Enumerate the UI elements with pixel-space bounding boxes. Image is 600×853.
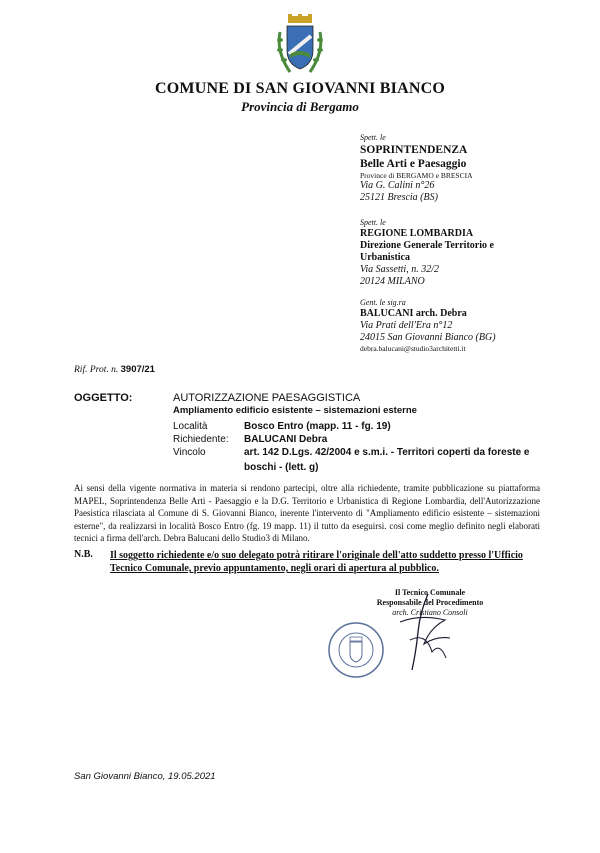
signatory-role: Il Tecnico Comunale bbox=[394, 588, 466, 597]
body-paragraph: Ai sensi della vigente normativa in materia si rendono partecipi, oltre alla richiedente, tramite pubblicazione su piattaforma MAPEL, Soprintendenza Belle Arti - Paesaggio e la D.G. Territorio e Urbanistica di Regione Lombardia, dell'Autorizzazione Paesistica rilasciata al Comune di S. Giovanni Bianco, inerente l'intervento di "Ampliamento edificio esistente – sistemazioni esterne", da realizzarsi in località Bosco Entro (fg. 19 mapp. 11) il tutto da eseguirsi. così come meglio definito negli elaborati tecnici a firma dell'arch. Debra Balucani dello Studio3 di Milano. bbox=[74, 483, 540, 543]
recipient-address-line: Via G. Calini n°26 bbox=[360, 180, 435, 191]
recipient-line: Belle Arti e Paesaggio bbox=[360, 158, 467, 170]
detail-value-richiedente: BALUCANI Debra bbox=[244, 434, 328, 445]
nb-label: N.B. bbox=[74, 549, 93, 560]
signatory-name: arch. Cristiano Consoli bbox=[392, 608, 468, 617]
recipient-email: debra.balucani@studio3architetti.it bbox=[360, 344, 466, 353]
recipient-name: REGIONE LOMBARDIA bbox=[360, 228, 474, 239]
detail-label-localita: Località bbox=[173, 421, 208, 432]
nb-text: Il soggetto richiedente e/o suo delegato potrà ritirare l'originale dell'atto suddetto presso l'Ufficio Tecnico Comunale, previo appuntamento, negli orari di apertura al pubblico. bbox=[110, 550, 523, 574]
recipient-regione bbox=[360, 218, 560, 288]
recipient-salutation: Spett. le bbox=[360, 218, 386, 227]
subject-title: AUTORIZZAZIONE PAESAGGISTICA bbox=[173, 392, 361, 404]
recipient-line: Direzione Generale Territorio e bbox=[360, 240, 494, 251]
detail-label-richiedente: Richiedente: bbox=[173, 434, 229, 445]
protocol-reference bbox=[74, 364, 155, 375]
protocol-label: Rif. Prot. n. bbox=[74, 365, 119, 375]
recipient-salutation: Gent. le sig.ra bbox=[360, 298, 406, 307]
province-subtitle: Provincia di Bergamo bbox=[241, 99, 359, 114]
recipient-address-line: Via Prati dell'Era n°12 bbox=[360, 320, 453, 331]
official-stamp-icon bbox=[326, 620, 386, 680]
recipient-address-line: Via Sassetti, n. 32/2 bbox=[360, 264, 439, 275]
recipient-balucani bbox=[360, 298, 560, 354]
recipient-address-line: 25121 Brescia (BS) bbox=[360, 192, 438, 203]
recipient-note: Province di BERGAMO e BRESCIA bbox=[360, 171, 473, 180]
recipient-name: SOPRINTENDENZA bbox=[360, 144, 468, 156]
detail-label-vincolo: Vincolo bbox=[173, 447, 206, 458]
signatory-role: Responsabile del Procedimento bbox=[376, 598, 484, 607]
place-and-date: San Giovanni Bianco, 19.05.2021 bbox=[74, 771, 216, 782]
municipal-crest-icon bbox=[274, 14, 326, 78]
recipient-address-line: 24015 San Giovanni Bianco (BG) bbox=[360, 332, 496, 343]
recipient-line: Urbanistica bbox=[360, 252, 410, 263]
recipient-soprintendenza bbox=[360, 133, 560, 204]
detail-value-vincolo: art. 142 D.Lgs. 42/2004 e s.m.i. - Territori coperti da foreste e boschi - (lett. g) bbox=[244, 447, 530, 473]
handwritten-signature-icon bbox=[390, 592, 460, 672]
recipient-name: BALUCANI arch. Debra bbox=[360, 308, 467, 319]
municipality-title: COMUNE DI SAN GIOVANNI BIANCO bbox=[155, 80, 445, 97]
subject-label: OGGETTO: bbox=[74, 392, 133, 404]
recipient-address-line: 20124 MILANO bbox=[360, 276, 425, 287]
protocol-number: 3907/21 bbox=[120, 364, 155, 375]
subject-subtitle: Ampliamento edificio esistente – sistemazioni esterne bbox=[173, 405, 417, 416]
recipient-salutation: Spett. le bbox=[360, 133, 386, 142]
detail-value-localita: Bosco Entro (mapp. 11 - fg. 19) bbox=[244, 421, 391, 432]
